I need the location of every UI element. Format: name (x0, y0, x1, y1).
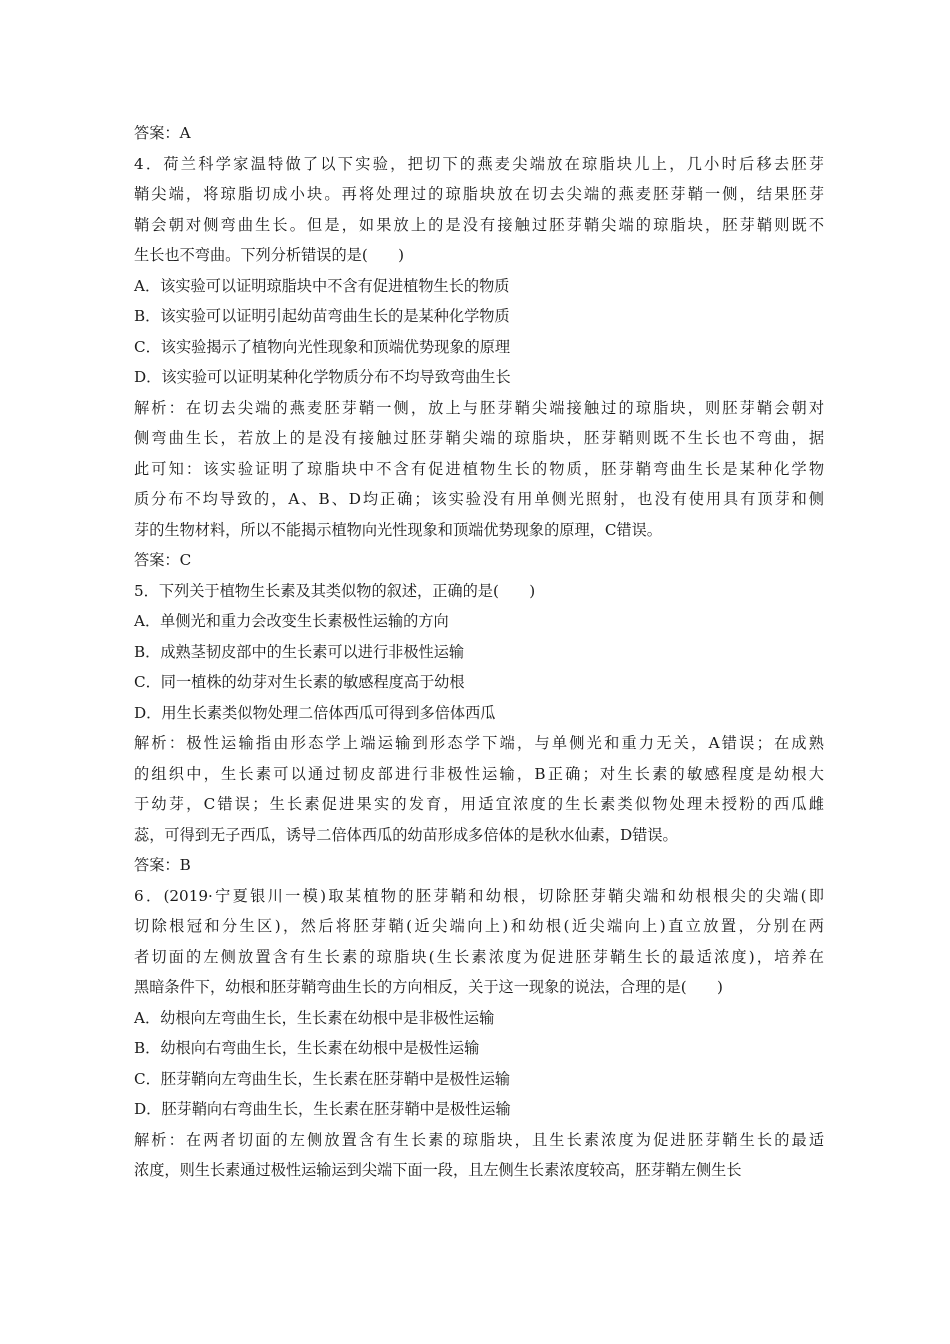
text-line: C．同一植株的幼芽对生长素的敏感程度高于幼根 (134, 673, 465, 691)
question-stem (134, 576, 824, 607)
answer-line (134, 118, 824, 149)
answer-option (134, 698, 824, 729)
text-line: 5．下列关于植物生长素及其类似物的叙述，正确的是( ) (134, 581, 536, 600)
analysis-paragraph (134, 728, 824, 850)
text-line: 4．荷兰科学家温特做了以下实验，把切下的燕麦尖端放在琼脂块儿上，几小时后移去胚芽 (134, 154, 824, 173)
text-line: 于幼芽，C错误；生长素促进果实的发育，用适宜浓度的生长素类似物处理未授粉的西瓜雌 (134, 795, 824, 813)
text-line: D．该实验可以证明某种化学物质分布不均导致弯曲生长 (134, 368, 511, 386)
answer-option (134, 1003, 824, 1034)
answer-option (134, 301, 824, 332)
answer-option (134, 332, 824, 363)
question-stem (134, 881, 824, 1003)
answer-option (134, 271, 824, 302)
text-line: 芽的生物材料，所以不能揭示植物向光性现象和顶端优势现象的原理，C错误。 (134, 520, 662, 539)
text-line: B．该实验可以证明引起幼苗弯曲生长的是某种化学物质 (134, 307, 510, 325)
text-line: 生长也不弯曲。下列分析错误的是( ) (134, 246, 405, 264)
text-line: B．成熟茎韧皮部中的生长素可以进行非极性运输 (134, 642, 465, 661)
text-line: 者切面的左侧放置含有生长素的琼脂块(生长素浓度为促进胚芽鞘生长的最适浓度)，培养在 (134, 947, 824, 966)
question-stem (134, 149, 824, 271)
text-line: 鞘会朝对侧弯曲生长。但是，如果放上的是没有接触过胚芽鞘尖端的琼脂块，胚芽鞘则既不 (134, 215, 824, 234)
text-line: 6．(2019·宁夏银川一模)取某植物的胚芽鞘和幼根，切除胚芽鞘尖端和幼根根尖的尖端(即 (134, 886, 824, 905)
answer-line (134, 545, 824, 576)
text-line: 质分布不均导致的，A、B、D均正确；该实验没有用单侧光照射，也没有使用具有顶芽和侧 (134, 490, 824, 508)
text-line: C．该实验揭示了植物向光性现象和顶端优势现象的原理 (134, 337, 511, 356)
text-line: D．胚芽鞘向右弯曲生长，生长素在胚芽鞘中是极性运输 (134, 1100, 511, 1118)
text-line: 此可知：该实验证明了琼脂块中不含有促进植物生长的物质，胚芽鞘弯曲生长是某种化学物 (134, 459, 824, 478)
text-line: A．幼根向左弯曲生长，生长素在幼根中是非极性运输 (134, 1008, 495, 1027)
text-line: 答案：A (134, 124, 191, 142)
answer-line (134, 850, 824, 881)
answer-option (134, 637, 824, 668)
answer-option (134, 1064, 824, 1095)
text-line: 解析：在两者切面的左侧放置含有生长素的琼脂块，且生长素浓度为促进胚芽鞘生长的最适 (134, 1130, 824, 1149)
text-line: 切除根冠和分生区)，然后将胚芽鞘(近尖端向上)和幼根(近尖端向上)直立放置，分别在两 (134, 917, 824, 935)
text-line: 黑暗条件下，幼根和胚芽鞘弯曲生长的方向相反，关于这一现象的说法，合理的是( ) (134, 978, 723, 996)
text-line: C．胚芽鞘向左弯曲生长，生长素在胚芽鞘中是极性运输 (134, 1069, 511, 1088)
text-line: B．幼根向右弯曲生长，生长素在幼根中是极性运输 (134, 1039, 480, 1057)
text-line: 蕊，可得到无子西瓜，诱导二倍体西瓜的幼苗形成多倍体的是秋水仙素，D错误。 (134, 825, 678, 844)
text-line: 解析：极性运输指由形态学上端运输到形态学下端，与单侧光和重力无关，A错误；在成熟 (134, 734, 824, 752)
text-line: A．单侧光和重力会改变生长素极性运输的方向 (134, 612, 449, 630)
answer-option (134, 1033, 824, 1064)
text-line: 答案：B (134, 856, 191, 874)
answer-option (134, 1094, 824, 1125)
answer-option (134, 362, 824, 393)
text-line: 浓度，则生长素通过极性运输运到尖端下面一段，且左侧生长素浓度较高，胚芽鞘左侧生长 (134, 1161, 742, 1179)
document-body (134, 118, 824, 1186)
text-line: 答案：C (134, 551, 192, 569)
text-line: 的组织中，生长素可以通过韧皮部进行非极性运输，B正确；对生长素的敏感程度是幼根大 (134, 764, 824, 783)
text-line: 鞘尖端，将琼脂切成小块。再将处理过的琼脂块放在切去尖端的燕麦胚芽鞘一侧，结果胚芽 (134, 185, 824, 203)
text-line: D．用生长素类似物处理二倍体西瓜可得到多倍体西瓜 (134, 703, 496, 722)
text-line: A．该实验可以证明琼脂块中不含有促进植物生长的物质 (134, 276, 510, 295)
answer-option (134, 667, 824, 698)
text-line: 侧弯曲生长，若放上的是没有接触过胚芽鞘尖端的琼脂块，胚芽鞘则既不生长也不弯曲，据 (134, 429, 824, 447)
analysis-paragraph (134, 393, 824, 546)
text-line: 解析：在切去尖端的燕麦胚芽鞘一侧，放上与胚芽鞘尖端接触过的琼脂块，则胚芽鞘会朝对 (134, 398, 824, 417)
analysis-paragraph (134, 1125, 824, 1186)
answer-option (134, 606, 824, 637)
